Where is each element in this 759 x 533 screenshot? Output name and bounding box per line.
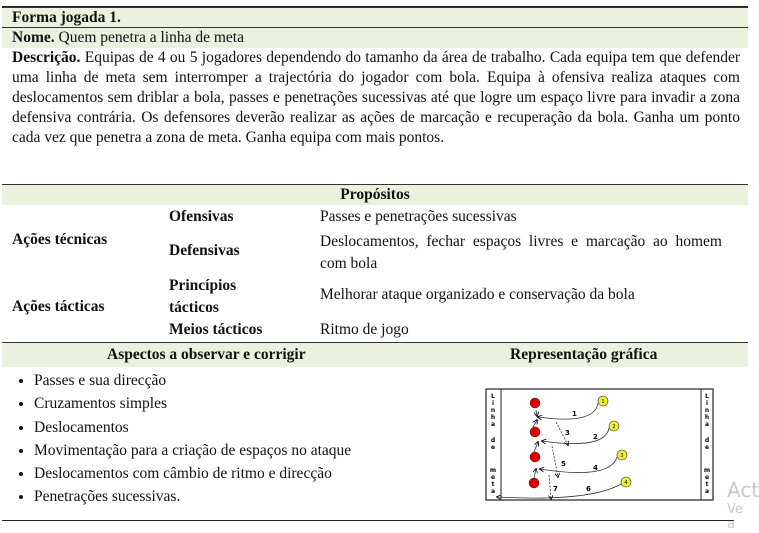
desc-label: Descrição. (12, 49, 81, 66)
svg-text:L: L (705, 393, 709, 400)
row-sub: Ofensivas (169, 208, 234, 225)
bottom-rule (2, 520, 734, 521)
row-sub: Defensivas (169, 242, 240, 259)
svg-text:e: e (704, 444, 710, 451)
name-value: Quem penetra a linha de meta (58, 29, 244, 46)
svg-text:n: n (704, 407, 710, 414)
list-item: • Cruzamentos simples (34, 392, 351, 415)
svg-text:m: m (489, 467, 497, 474)
svg-text:L: L (491, 393, 495, 400)
observe-list (14, 369, 351, 509)
name-row (2, 27, 748, 48)
svg-text:a: a (490, 488, 496, 495)
list-item: • Deslocamentos (34, 416, 351, 439)
purposes-heading: Propósitos (340, 186, 410, 203)
svg-text:2: 2 (593, 433, 598, 441)
svg-text:1: 1 (601, 399, 605, 405)
svg-text:t: t (705, 481, 709, 488)
row-value: Passes e penetrações sucessivas (320, 208, 517, 225)
svg-text:3: 3 (565, 429, 570, 437)
svg-text:d: d (490, 437, 496, 444)
name-label: Nome. (12, 29, 55, 46)
svg-text:n: n (490, 407, 496, 414)
list-item: • Deslocamentos com câmbio de ritmo e direcção (34, 462, 351, 485)
list-item: • Passes e sua direcção (34, 369, 351, 392)
row-value: Melhorar ataque organizado e conservação da bola (320, 286, 635, 303)
field (486, 389, 713, 500)
description (12, 48, 740, 148)
svg-text:a: a (490, 421, 496, 428)
row-sub: Meios tácticos (169, 321, 263, 338)
graphic-header: Representação gráfica (510, 346, 658, 363)
observe-header-row (2, 342, 748, 367)
svg-text:3: 3 (620, 453, 624, 459)
title-row (2, 7, 748, 28)
watermark-line: Act (727, 478, 759, 502)
observe-header: Aspectos a observar e corrigir (107, 346, 306, 363)
tact-label: Ações tácticas (12, 298, 105, 315)
svg-text:4: 4 (624, 480, 628, 486)
desc-text: Equipas de 4 ou 5 jogadores dependendo do tamanho da área de trabalho. Cada equipa tem que defender uma linha de meta sem interromper a trajectória do jogador com bola. Equipa à ofensiva realiza ataques com deslocamentos sem driblar a bola, passes e penetrações sucessivas até que logre um espaço livre para invadir a zona defensiva contrária. Os defensores deverão realizar as ações de marcação e recuperação da bola. Ganha um ponto cada vez que penetra a zona de meta. Ganha equipa com mais pontos. (12, 49, 740, 146)
svg-text:t: t (491, 481, 495, 488)
watermark-line: Ve a (727, 502, 743, 532)
list-item: • Movimentação para a criação de espaços no ataque (34, 439, 351, 462)
svg-text:i: i (705, 400, 709, 407)
svg-text:e: e (490, 474, 496, 481)
svg-text:7: 7 (553, 485, 558, 493)
svg-text:h: h (704, 414, 710, 421)
svg-text:e: e (490, 444, 496, 451)
tech-label: Ações técnicas (12, 231, 108, 248)
svg-text:h: h (490, 414, 496, 421)
svg-text:m: m (703, 467, 711, 474)
svg-text:i: i (491, 400, 495, 407)
row-sub: Princípios tácticos (169, 277, 237, 316)
svg-text:2: 2 (612, 424, 616, 430)
row-value: Deslocamentos, fechar espaços livres e marcação ao homem com bola (320, 233, 722, 272)
svg-text:a: a (704, 421, 710, 428)
play-diagram (480, 380, 730, 505)
svg-text:6: 6 (586, 485, 591, 493)
svg-text:1: 1 (572, 410, 577, 418)
svg-text:e: e (704, 474, 710, 481)
title: Forma jogada 1. (12, 9, 121, 26)
svg-text:d: d (704, 437, 710, 444)
svg-text:a: a (704, 488, 710, 495)
purposes-row (2, 184, 748, 205)
svg-text:4: 4 (593, 464, 598, 472)
list-item: • Penetrações sucessivas. (34, 485, 351, 508)
svg-text:5: 5 (561, 460, 566, 468)
row-value: Ritmo de jogo (320, 321, 409, 338)
